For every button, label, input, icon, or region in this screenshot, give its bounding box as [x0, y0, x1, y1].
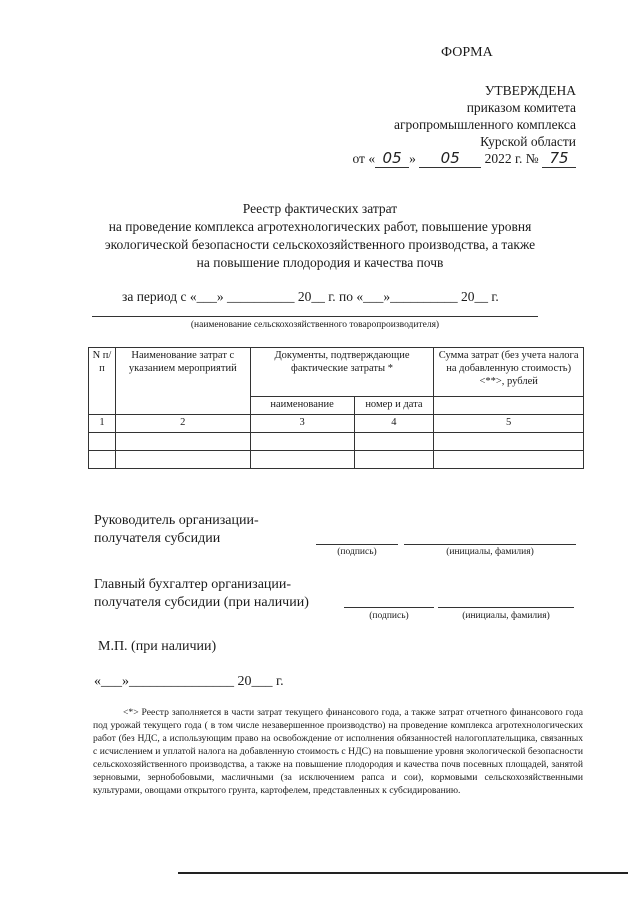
col-number-1: 1	[89, 415, 116, 433]
head-name-caption: (инициалы, фамилия)	[446, 547, 534, 557]
head-sign-caption: (подпись)	[337, 547, 377, 557]
signature-date-line: «___»_______________ 20___ г.	[94, 674, 284, 689]
bottom-rule	[178, 872, 628, 874]
header-doc-name: наименование	[250, 397, 354, 415]
table-cell[interactable]	[89, 433, 116, 451]
col-number-5: 5	[434, 415, 584, 433]
header-cost-name: Наименование затрат с указанием мероприятий	[115, 348, 250, 415]
approval-date	[352, 150, 576, 168]
col-number-2: 2	[115, 415, 250, 433]
col-number-3: 3	[250, 415, 354, 433]
date-prefix: от «	[352, 151, 376, 166]
title-line-2: на проведение комплекса агротехнологических работ, повышение уровня	[108, 219, 532, 234]
order-number: 75	[542, 150, 576, 168]
approval-block	[352, 82, 576, 168]
date-mid: »	[409, 151, 416, 166]
table-cell[interactable]	[89, 451, 116, 469]
approved-region: Курской области	[480, 134, 576, 149]
footnote-text: <*> Реестр заполняется в части затрат текущего финансового года, а также затрат отчетного финансового года под урожай текущего года ( в том числе незавершенное производство) на проведение комплекса агротехнологических работ (без НДС, а использующим право на освобождение от исполнения обязанностей налогоплательщика, связанных с исчислением и уплатой налога на добавленную стоимость с НДС) на повышение уровня экологической безопасности сельскохозяйственного производства, а также на повышение плодородия и качества почв посевных площадей, занятой зерновыми, зернобобовыми, масличными (за исключением рапса и сои), кормовыми сельскохозяйственными культурами, овощами открытого грунта, картофелем, представленных к субсидированию.	[93, 707, 583, 796]
table-cell[interactable]	[250, 433, 354, 451]
document-title	[70, 200, 570, 272]
date-day: 05	[375, 150, 409, 168]
table-cell[interactable]	[434, 451, 584, 469]
head-label-line-1: Руководитель организации-	[94, 513, 259, 528]
accountant-signature-line[interactable]	[344, 607, 434, 608]
accountant-name-caption: (инициалы, фамилия)	[462, 611, 550, 621]
head-name-line[interactable]	[404, 544, 576, 545]
period-line: за период с «___» __________ 20__ г. по «___»__________ 20__ г.	[122, 289, 499, 304]
title-line-3: экологической безопасности сельскохозяйственного производства, а также	[104, 237, 536, 252]
header-num: N п/п	[89, 348, 116, 415]
accountant-label-line-2: получателя субсидии (при наличии)	[94, 595, 309, 610]
title-line-1: Реестр фактических затрат	[242, 201, 398, 216]
table-row	[89, 415, 584, 433]
approved-committee: агропромышленного комплекса	[394, 117, 576, 132]
table-cell[interactable]	[354, 451, 434, 469]
table-cell[interactable]	[250, 451, 354, 469]
approved-heading: УТВЕРЖДЕНА	[484, 83, 576, 98]
table-cell[interactable]	[434, 433, 584, 451]
footnote	[93, 706, 583, 797]
col-number-4: 4	[354, 415, 434, 433]
cost-register-table	[88, 347, 584, 469]
table-cell[interactable]	[115, 451, 250, 469]
producer-input-line[interactable]	[92, 316, 538, 317]
table-row	[89, 433, 584, 451]
table-cell[interactable]	[115, 433, 250, 451]
accountant-label-line-1: Главный бухгалтер организации-	[94, 577, 292, 592]
title-line-4: на повышение плодородия и качества почв	[196, 255, 444, 270]
accountant-sign-caption: (подпись)	[369, 611, 409, 621]
header-doc-number: номер и дата	[354, 397, 434, 415]
header-sum: Сумма затрат (без учета налога на добавленную стоимость) <**>, рублей	[434, 348, 584, 397]
date-month: 05	[419, 150, 481, 168]
head-label	[94, 512, 259, 548]
header-sum-blank	[434, 397, 584, 415]
header-documents: Документы, подтверждающие фактические затраты *	[250, 348, 434, 397]
form-label: ФОРМА	[441, 45, 493, 60]
producer-caption: (наименование сельскохозяйственного товаропроизводителя)	[190, 320, 440, 330]
table-row	[89, 451, 584, 469]
approved-by-order: приказом комитета	[466, 100, 576, 115]
table-cell[interactable]	[354, 433, 434, 451]
stamp-label: М.П. (при наличии)	[98, 639, 217, 654]
head-signature-line[interactable]	[316, 544, 398, 545]
accountant-name-line[interactable]	[438, 607, 574, 608]
head-label-line-2: получателя субсидии	[94, 531, 221, 546]
date-year: 2022 г. №	[484, 151, 539, 166]
accountant-label	[94, 576, 309, 612]
